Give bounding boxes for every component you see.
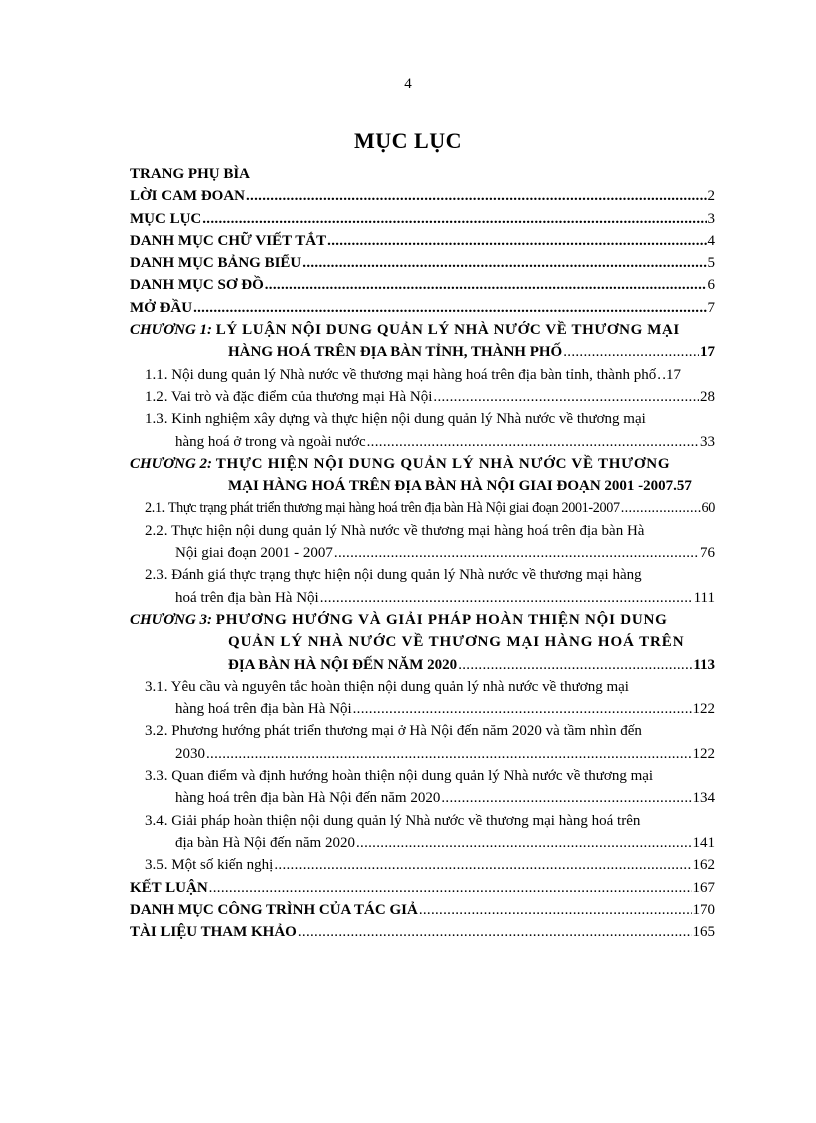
section-3-2-cont[interactable] [130,743,715,765]
section-title: hàng hoá trên địa bàn Hà Nội đến năm 2020 [175,790,441,807]
toc-entry-text: TÀI LIỆU THAM KHẢO [130,924,297,941]
section-title: hoá trên địa bàn Hà Nội [175,589,319,606]
section-2-2-cont[interactable] [130,542,715,564]
chapter-title-line: LÝ LUẬN NỘI DUNG QUẢN LÝ NHÀ NƯỚC VỀ THƯƠNG MẠI [215,322,680,339]
section-1-1[interactable] [130,364,715,386]
toc-page-number: 165 [692,924,715,941]
chapter-title-line: ĐỊA BÀN HÀ NỘI ĐẾN NĂM 2020 [228,656,458,673]
toc-entry-text: MỤC LỤC [130,210,202,227]
section-title: 2.2. Thực hiện nội dung quản lý Nhà nước về thương mại hàng hoá trên địa bàn Hà [145,522,645,539]
toc-page-number: 122 [692,745,715,762]
section-3-2[interactable] [130,720,715,742]
chapter-title-line: HÀNG HOÁ TRÊN ĐỊA BÀN TỈNH, THÀNH PHỐ [228,344,563,361]
toc-page-number: .17 [662,366,681,383]
toc-entry-publications[interactable] [130,899,715,921]
dot-leader [246,185,707,207]
section-title: 1.2. Vai trò và đặc điểm của thương mại Hà Nội [145,388,433,405]
toc-page-number: 17 [700,344,715,361]
section-2-2[interactable] [130,520,715,542]
section-3-1[interactable] [130,676,715,698]
toc-entry-text: DANH MỤC CÔNG TRÌNH CỦA TÁC GIẢ [130,901,418,918]
chapter-3-heading[interactable] [130,609,715,631]
chapter-2-heading[interactable] [130,453,715,475]
toc-entry-text: LỜI CAM ĐOAN [130,188,245,205]
section-3-4[interactable] [130,810,715,832]
toc-page-number: 4 [707,232,715,249]
chapter-title-line: PHƯƠNG HƯỚNG VÀ GIẢI PHÁP HOÀN THIỆN NỘI DUNG [215,611,668,628]
chapter-label: CHƯƠNG 2: [130,455,213,472]
toc-entry-text: DANH MỤC CHỮ VIẾT TẮT [130,232,327,249]
chapter-1-heading-cont[interactable] [130,341,715,363]
chapter-label: CHƯƠNG 3: [130,611,213,628]
section-3-1-cont[interactable] [130,698,715,720]
dot-leader [302,252,706,274]
toc-entry-diagrams[interactable] [130,274,715,296]
section-1-3[interactable] [130,408,715,430]
section-3-5[interactable] [130,854,715,876]
chapter-2-heading-cont[interactable] [130,475,715,497]
dot-leader [621,497,701,519]
dot-leader [274,854,691,876]
toc-entry-conclusion[interactable] [130,877,715,899]
section-title: 1.3. Kinh nghiệm xây dựng và thực hiện nội dung quản lý Nhà nước về thương mại [145,411,646,428]
chapter-1-heading[interactable] [130,319,715,341]
toc-page-number: 141 [692,834,715,851]
toc-page-number: 3 [707,210,715,227]
toc-page-number: 167 [692,879,715,896]
section-title: hàng hoá trên địa bàn Hà Nội [175,701,352,718]
page-number: 4 [404,76,412,92]
dot-leader [327,230,706,252]
chapter-title-line: MẠI HÀNG HOÁ TRÊN ĐỊA BÀN HÀ NỘI GIAI ĐOẠN 2001 -2007 [228,478,674,495]
toc-entry-references[interactable] [130,921,715,943]
toc-page-number: 7 [707,299,715,316]
chapter-3-heading-cont[interactable] [130,654,715,676]
section-title: 1.1. Nội dung quản lý Nhà nước về thương mại hàng hoá trên địa bàn tỉnh, thành phố [145,366,657,383]
section-1-2[interactable] [130,386,715,408]
section-title: 2030 [175,745,205,762]
section-title: 3.5. Một số kiến nghị [145,857,274,874]
toc-page-number: 76 [700,545,715,562]
dot-leader [441,787,691,809]
section-title: 3.1. Yêu cầu và nguyên tắc hoàn thiện nội dung quản lý nhà nước về thương mại [145,678,629,695]
section-title: địa bàn Hà Nội đến năm 2020 [175,834,355,851]
section-3-4-cont[interactable] [130,832,715,854]
toc-entry-tables[interactable] [130,252,715,274]
toc-page-number: 33 [700,433,715,450]
dot-leader [202,208,706,230]
toc-entry-text: DANH MỤC BẢNG BIỂU [130,255,302,272]
toc-page-number: 2 [707,188,715,205]
dot-leader [334,542,699,564]
table-of-contents [130,163,715,943]
section-title: 3.4. Giải pháp hoàn thiện nội dung quản lý Nhà nước về thương mại hàng hoá trên [145,812,641,829]
dot-leader [458,654,692,676]
toc-title: MỤC LỤC [354,128,462,153]
section-title: hàng hoá ở trong và ngoài nước [175,433,366,450]
toc-page-number: 122 [692,701,715,718]
chapter-title-line: QUẢN LÝ NHÀ NƯỚC VỀ THƯƠNG MẠI HÀNG HOÁ TRÊN [228,634,685,651]
toc-page-number: 60 [701,500,715,517]
dot-leader [563,341,699,363]
section-title: 3.3. Quan điểm và định hướng hoàn thiện nội dung quản lý Nhà nước về thương mại [145,768,654,785]
toc-page-number: 28 [700,388,715,405]
toc-page-number: 134 [692,790,715,807]
section-title: 2.3. Đánh giá thực trạng thực hiện nội dung quản lý Nhà nước về thương mại hàng [145,567,642,584]
dot-leader [657,364,661,386]
section-title: Nội giai đoạn 2001 - 2007 [175,545,333,562]
toc-page-number: 5 [707,255,715,272]
dot-leader [193,297,706,319]
toc-page-number: .57 [673,478,692,495]
toc-entry-text: MỞ ĐẦU [130,299,193,316]
chapter-3-heading-cont[interactable] [130,631,715,653]
toc-page-number: 162 [692,857,715,874]
dot-leader [353,698,692,720]
toc-entry-contents[interactable] [130,208,715,230]
section-2-1[interactable] [130,497,715,519]
chapter-label: CHƯƠNG 1: [130,322,213,339]
section-2-3[interactable] [130,564,715,586]
section-1-3-cont[interactable] [130,431,715,453]
toc-entry-text: TRANG PHỤ BÌA [130,166,251,182]
dot-leader [206,743,692,765]
chapter-title-line: THỰC HIỆN NỘI DUNG QUẢN LÝ NHÀ NƯỚC VỀ THƯƠNG [215,455,671,472]
toc-entry-cover[interactable] [130,163,715,185]
toc-entry-text: DANH MỤC SƠ ĐỒ [130,277,264,294]
section-3-3[interactable] [130,765,715,787]
dot-leader [433,386,699,408]
toc-page-number: 111 [693,589,715,606]
dot-leader [419,899,692,921]
toc-page-number: 170 [692,901,715,918]
dot-leader [367,431,699,453]
toc-entry-introduction[interactable] [130,297,715,319]
dot-leader [265,274,707,296]
toc-entry-text: KẾT LUẬN [130,879,208,896]
dot-leader [356,832,692,854]
toc-entry-commitment[interactable] [130,185,715,207]
toc-entry-abbreviations[interactable] [130,230,715,252]
toc-page-number: 6 [707,277,715,294]
section-title: 2.1. Thực trạng phát triển thương mại hàng hoá trên địa bàn Hà Nội giai đoạn 2001-2007 [145,500,620,517]
toc-page-number: 113 [693,656,715,673]
section-3-3-cont[interactable] [130,787,715,809]
section-2-3-cont[interactable] [130,587,715,609]
section-title: 3.2. Phương hướng phát triển thương mại ở Hà Nội đến năm 2020 và tầm nhìn đến [145,723,642,740]
dot-leader [209,877,692,899]
dot-leader [320,587,693,609]
dot-leader [298,921,692,943]
